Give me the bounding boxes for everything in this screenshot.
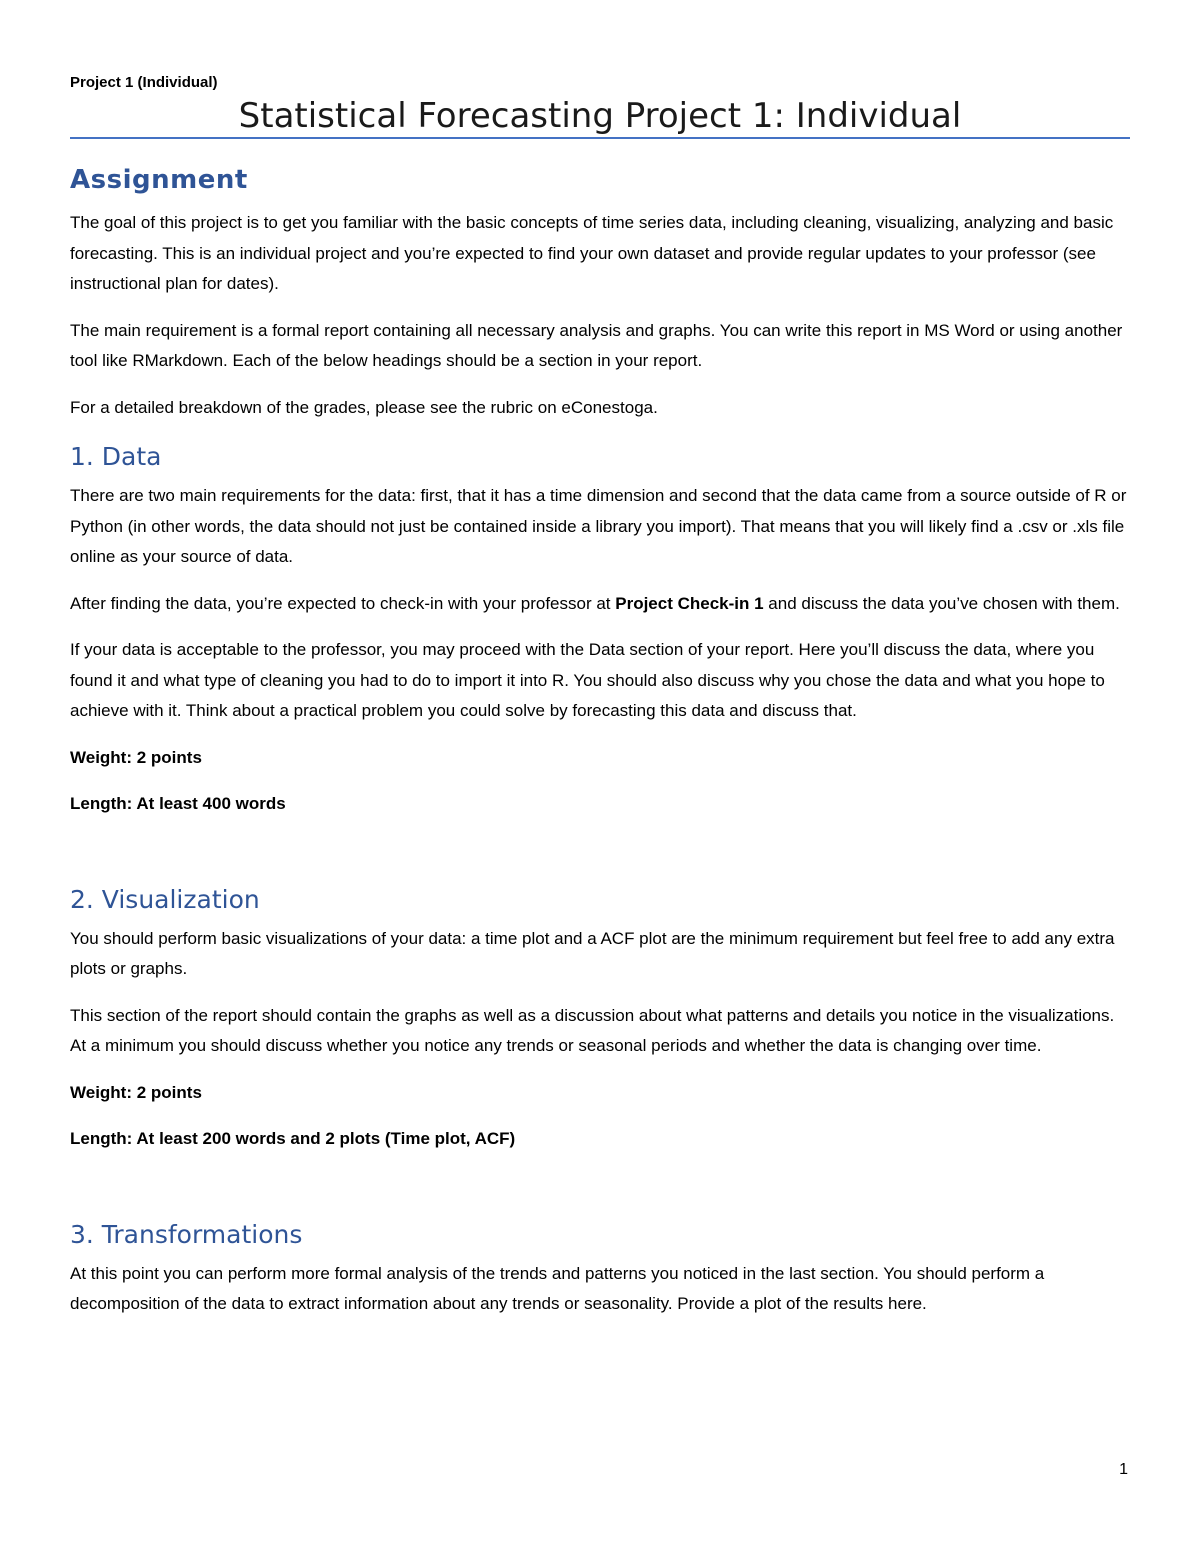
section-spacer bbox=[70, 1171, 1128, 1217]
title-underline bbox=[70, 137, 1130, 139]
assignment-paragraph-1: The goal of this project is to get you familiar with the basic concepts of time series data, including cleaning, visualizing, analyzing and basic forecasting. This is an individual project and you’re expected to find your own dataset and provide regular updates to your professor (see instructional plan for dates). bbox=[70, 213, 1114, 293]
data-paragraph-1: There are two main requirements for the data: first, that it has a time dimension and second that the data came from a source outside of R or Python (in other words, the data should not just be contained inside a library you import). That means that you will likely find a .csv or .xls file online as your source of data. bbox=[70, 486, 1127, 566]
visualization-paragraph-1: You should perform basic visualizations of your data: a time plot and a ACF plot are the minimum requirement but feel free to add any extra plots or graphs. bbox=[70, 928, 1115, 978]
visualization-length: Length: At least 200 words and 2 plots (Time plot, ACF) bbox=[70, 1129, 516, 1148]
data-paragraph-2-start: After finding the data, you’re expected to check-in with your professor at bbox=[70, 593, 616, 613]
visualization-weight: Weight: 2 points bbox=[70, 1082, 202, 1102]
page-number: 1 bbox=[1119, 1461, 1128, 1478]
assignment-paragraph-2: The main requirement is a formal report containing all necessary analysis and graphs. You can write this report in MS Word or using another tool like RMarkdown. Each of the below headings should be a section in your report. bbox=[70, 320, 1123, 370]
check-in-emphasis: Project Check-in 1 bbox=[615, 593, 764, 613]
visualization-section bbox=[70, 882, 1128, 1155]
transformations-section bbox=[70, 1217, 1128, 1320]
data-paragraph-2 bbox=[70, 589, 1128, 620]
visualization-paragraph-2: This section of the report should contain the graphs as well as a discussion about what patterns and details you notice in the visualizations. At a minimum you should discuss whether you notice any trends or seasonal periods and whether the data is changing over time. bbox=[70, 1005, 1115, 1055]
assignment-paragraph-3: For a detailed breakdown of the grades, please see the rubric on eConestoga. bbox=[70, 397, 658, 417]
data-paragraph-2-end: and discuss the data you’ve chosen with them. bbox=[763, 593, 1120, 613]
visualization-heading: 2. Visualization bbox=[70, 884, 260, 914]
document-body bbox=[70, 160, 1128, 1336]
transformations-heading: 3. Transformations bbox=[70, 1219, 303, 1249]
data-weight: Weight: 2 points bbox=[70, 747, 202, 767]
assignment-section bbox=[70, 160, 1128, 423]
data-paragraph-3: If your data is acceptable to the professor, you may proceed with the Data section of your report. Here you’ll discuss the data, where you found it and what type of cleaning you had to do to import it into R. You should also discuss why you chose the data and what you hope to achieve with it. Think about a practical problem you could solve by forecasting this data and discuss that. bbox=[70, 640, 1105, 720]
data-length: Length: At least 400 words bbox=[70, 794, 286, 813]
document-title: Statistical Forecasting Project 1: Individual bbox=[238, 96, 962, 136]
data-section bbox=[70, 439, 1128, 820]
data-heading: 1. Data bbox=[70, 442, 162, 471]
running-header: Project 1 (Individual) bbox=[70, 74, 218, 91]
assignment-heading: Assignment bbox=[70, 165, 248, 195]
transformations-paragraph-1: At this point you can perform more formal analysis of the trends and patterns you noticed in the last section. You should perform a decomposition of the data to extract information about any trends or seasonality. Provide a plot of the results here. bbox=[70, 1263, 1045, 1313]
section-spacer bbox=[70, 836, 1128, 882]
